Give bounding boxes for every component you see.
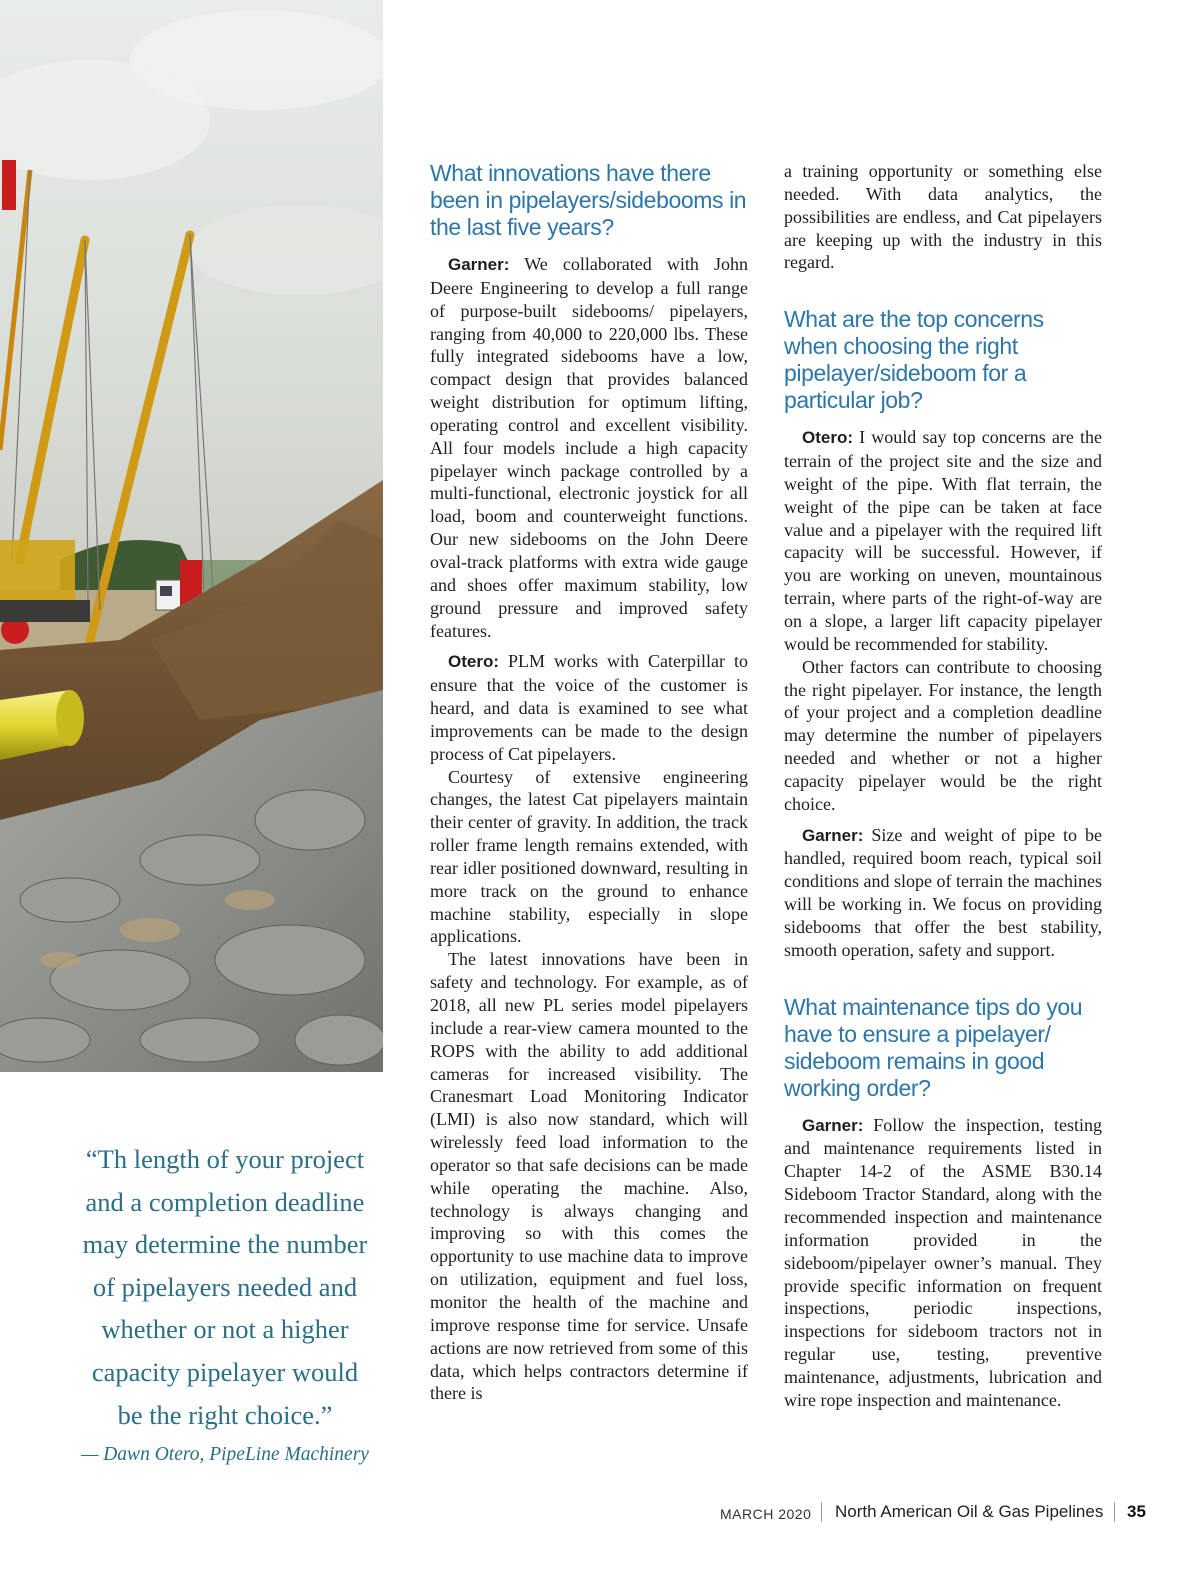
issue-date: MARCH 2020 [720, 1506, 812, 1522]
answer-paragraph [430, 253, 748, 642]
pull-quote-line: capacity pipelayer would [91, 1356, 359, 1387]
speaker-name: Garner: [802, 1115, 864, 1135]
magazine-name: North American Oil & Gas Pipelines [835, 1502, 1104, 1521]
article-column-right [784, 160, 1102, 1412]
pull-quote-line: and a completion deadline [85, 1186, 365, 1217]
pull-quote [72, 1138, 378, 1436]
page-number: 35 [1127, 1502, 1146, 1521]
speaker-name: Garner: [448, 255, 510, 274]
paragraph-text: We collaborated with John Deere Engineering to develop a full range of purpose-built sidebooms/ pipelayers, ranging from 40,000 to 220,000 lbs. These fully integrated sidebooms have a low, compact design that provides balanced weight distribution for optimum lifting, operating control and excellent visibility. All four models include a high capacity pipelayer winch package controlled by a multi-functional, electronic joystick for all load, boom and counterweight functions. Our new sidebooms on the John Deere oval-track platforms with extra wide gauge and shoes offer maximum stability, low ground pressure and improved safety features. [430, 254, 748, 641]
question-heading: What innovations have there been in pipelayers/sidebooms in the last five years? [430, 160, 747, 240]
pull-quote-attribution: — Dawn Otero, PipeLine Machinery [81, 1444, 369, 1465]
answer-paragraph: The latest innovations have been in safety and technology. For example, as of 2018, all new PL series model pipelayers include a rear-view camera mounted to the ROPS with the ability to add additional cameras for increased visibility. The Cranesmart Load Monitoring Indicator (LMI) is also now standard, which will wirelessly feed load information to the operator so that safe decisions can be made while operating the machine. Also, technology is always changing and improving so with this comes the opportunity to use machine data to improve on utilization, equipment and fuel loss, monitor the health of the machine and improve response time for service. Unsafe actions are now retrieved from some of this data, which helps contractors determine if there is [430, 949, 748, 1404]
pull-quote-line: be the right choice.” [117, 1399, 333, 1430]
answer-paragraph [430, 650, 748, 765]
answer-paragraph [784, 824, 1102, 962]
page-footer [0, 1500, 1200, 1528]
pipelayer-photo [0, 0, 383, 1072]
paragraph-text: Size and weight of pipe to be handled, required boom reach, typical soil conditions and slope of terrain the machines will be working in. We focus on providing sidebooms that offer the best stability, smooth operation, safety and support. [784, 824, 1102, 960]
speaker-name: Otero: [802, 428, 853, 448]
paragraph-text: Follow the inspection, testing and maintenance requirements listed in Chapter 14-2 of the ASME B30.14 Sideboom Tractor Standard, along with the recommended inspection and maintenance information provided in the sideboom/pipelayer owner’s manual. They provide specific information on frequent inspections, periodic inspections, inspections for sideboom tractors not in regular use, testing, preventive maintenance, adjustments, lubrication and wire rope inspection and maintenance. [784, 1114, 1102, 1410]
pull-quote-line: whether or not a higher [101, 1314, 349, 1345]
pipeline-construction-illustration [0, 0, 383, 1072]
answer-paragraph: Courtesy of extensive engineering changes, the latest Cat pipelayers maintain their center of gravity. In addition, the track roller frame length remains extended, with rear idler positioned downward, resulting in more track on the ground to enhance machine stability, especially in slope applications. [430, 766, 748, 947]
speaker-name: Garner: [802, 825, 864, 845]
answer-paragraph [784, 1114, 1102, 1412]
paragraph-text: PLM works with Caterpillar to ensure that the voice of the customer is heard, and data is examined to see what improvements can be made to the design process of Cat pipelayers. [430, 651, 748, 764]
footer-divider [1114, 1502, 1115, 1522]
answer-paragraph [784, 426, 1102, 655]
answer-paragraph: Other factors can contribute to choosing the right pipelayer. For instance, the length of your project and a completion deadline may determine the number of pipelayers needed and whether or not a higher capacity pipelayer would be the right choice. [784, 656, 1102, 814]
pull-quote-line: may determine the number [82, 1229, 368, 1260]
footer-divider [821, 1502, 822, 1522]
continued-paragraph: a training opportunity or something else needed. With data analytics, the possibilities are endless, and Cat pipelayers are keeping up with the industry in this regard. [784, 161, 1102, 273]
question-heading: What are the top concerns when choosing the right pipelayer/sideboom for a particular job? [784, 306, 1044, 414]
speaker-name: Otero: [448, 652, 499, 672]
article-column-left [430, 160, 748, 1405]
question-heading: What maintenance tips do you have to ensure a pipelayer/ sideboom remains in good working order? [784, 993, 1083, 1101]
pull-quote-line: of pipelayers needed and [92, 1271, 358, 1302]
pull-quote-line: “Th length of your project [85, 1144, 365, 1174]
paragraph-text: I would say top concerns are the terrain of the project site and the size and weight of the pipe. With flat terrain, the weight of the pipe can be taken at face value and a pipelayer with the required lift capacity will be successful. However, if you are working on uneven, mountainous terrain, where parts of the right-of-way are on a slope, a larger lift capacity pipelayer would be recommended for stability. [784, 427, 1102, 654]
